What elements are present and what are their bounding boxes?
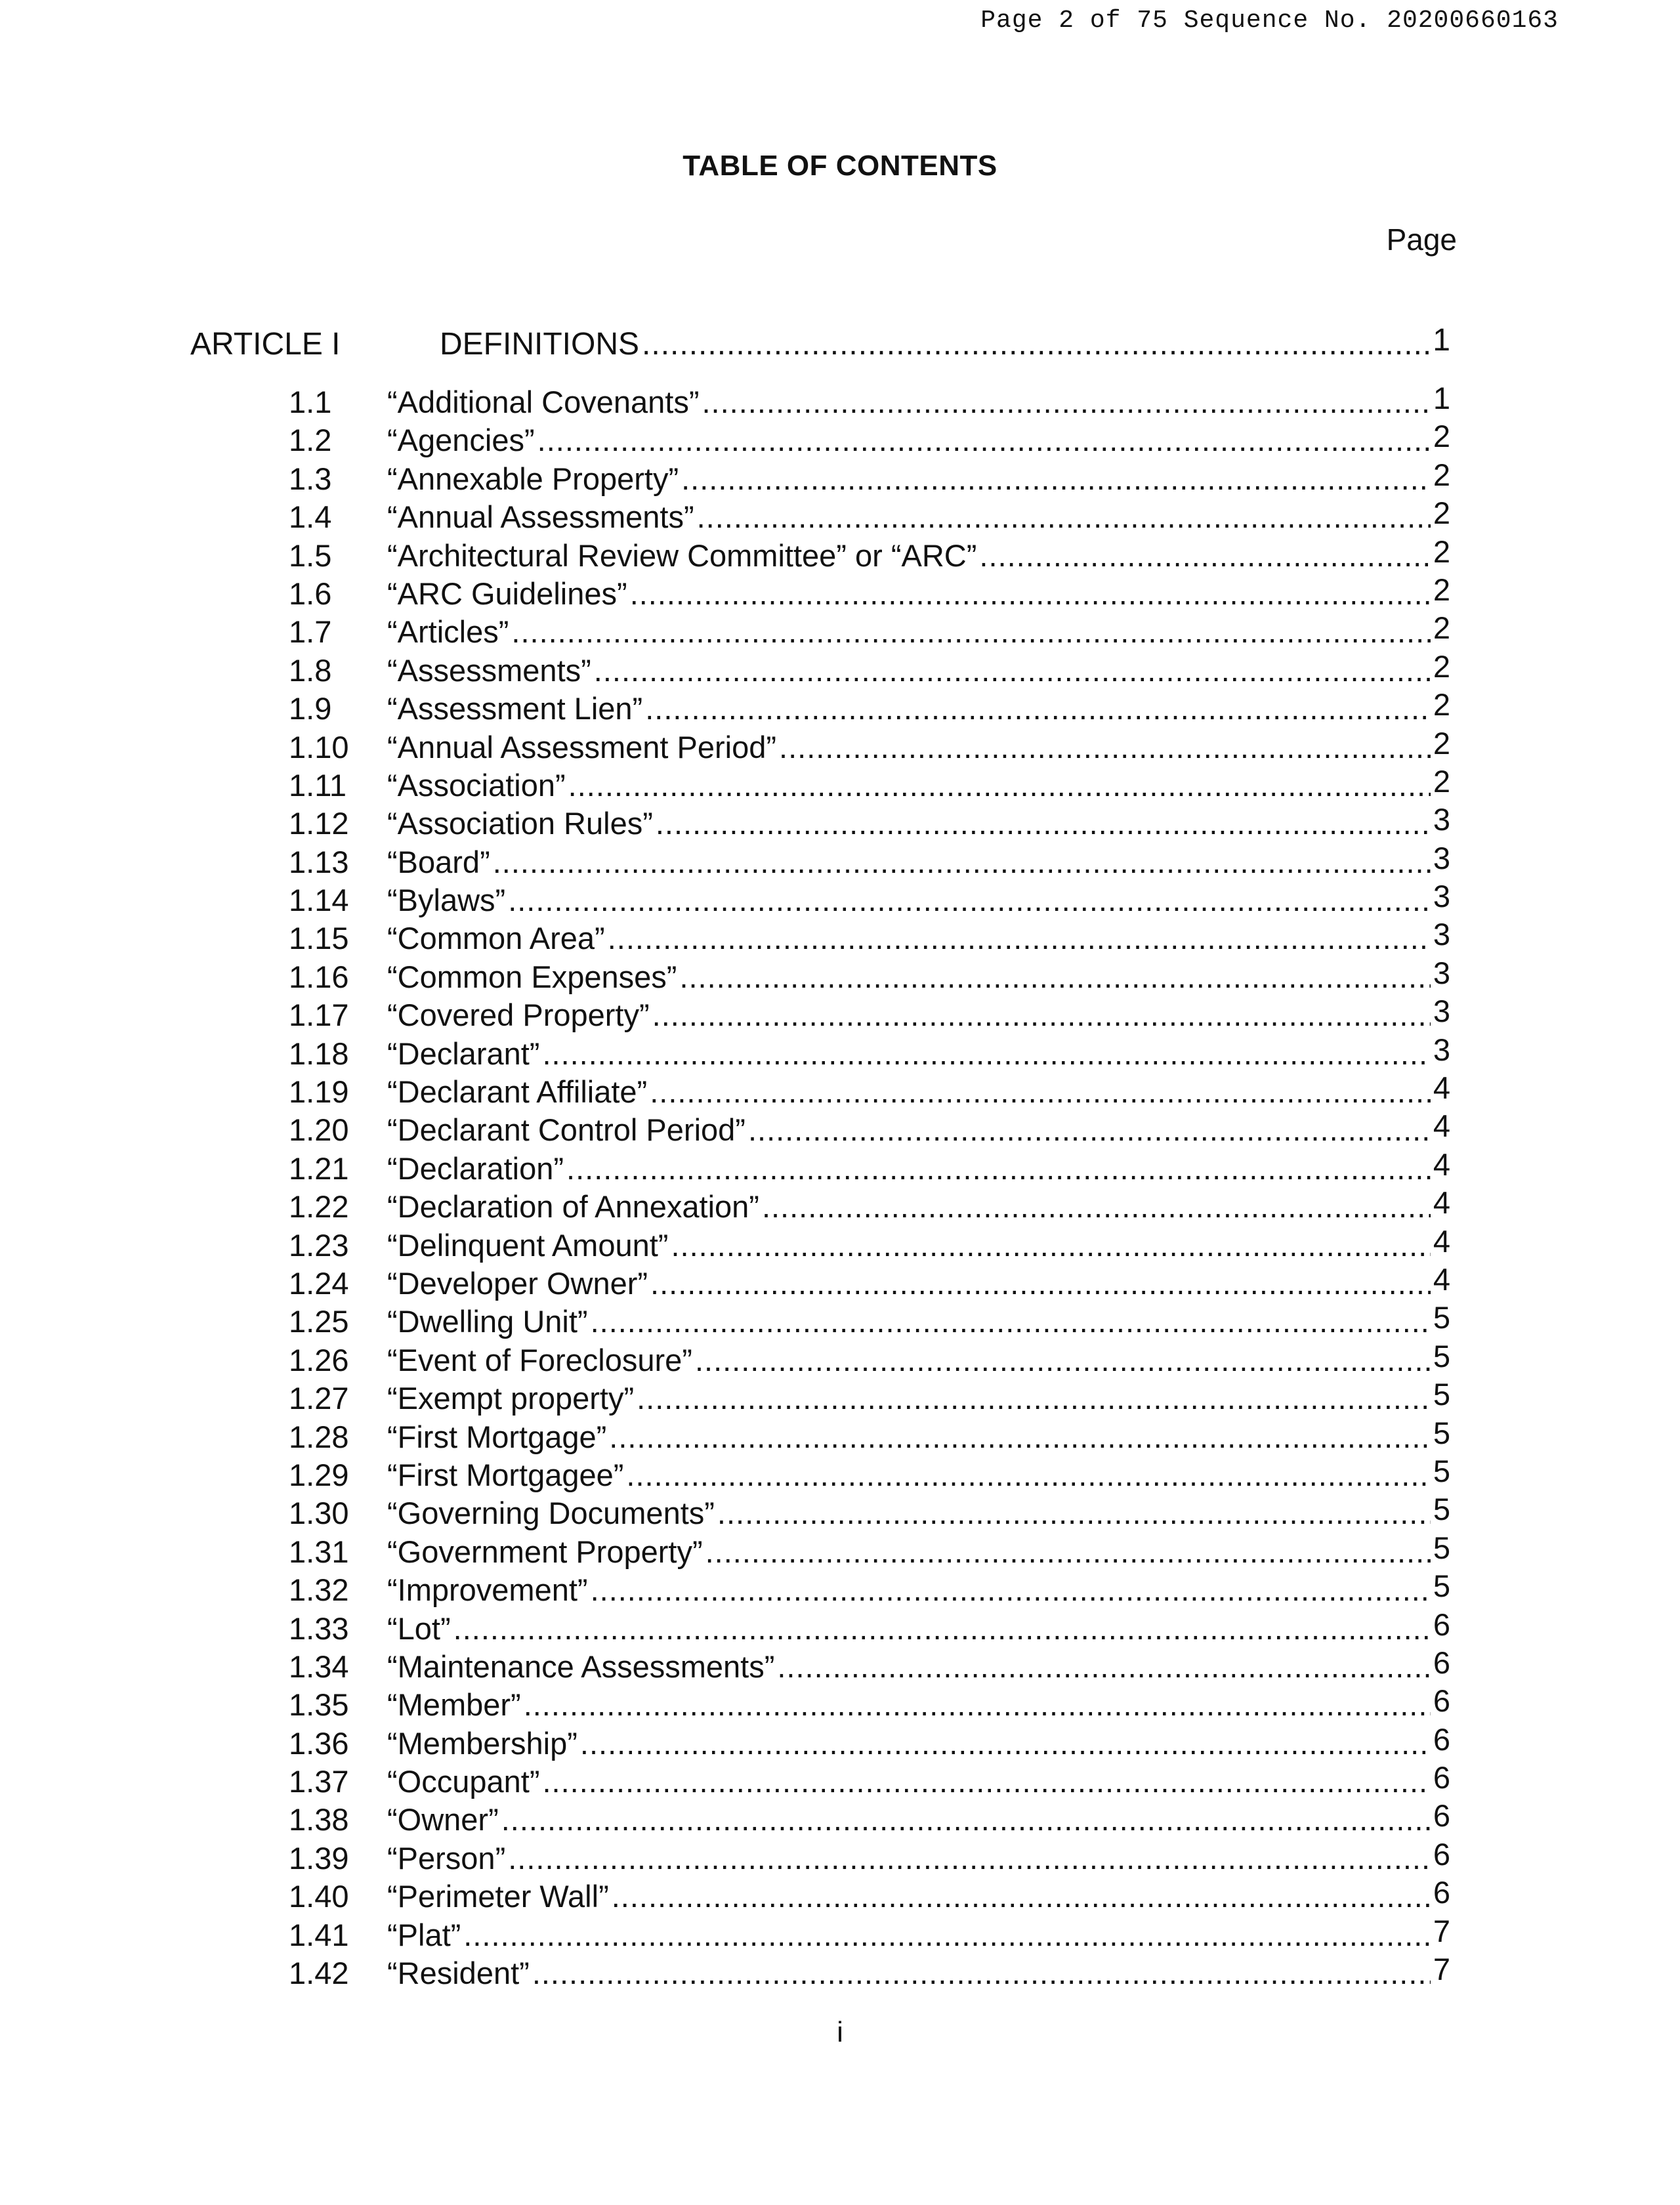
entry-page-number: 2 <box>1433 610 1450 646</box>
toc-entry <box>289 495 1450 537</box>
dot-leader <box>580 1725 1431 1761</box>
entry-number: 1.34 <box>289 1648 349 1684</box>
dot-leader <box>508 882 1431 918</box>
entry-page-number: 4 <box>1433 1108 1450 1144</box>
entry-term: “Owner” <box>387 1802 499 1838</box>
dot-leader <box>524 1687 1431 1723</box>
dot-leader <box>762 1188 1431 1225</box>
toc-entry <box>289 1070 1450 1112</box>
dot-leader <box>695 1342 1431 1378</box>
entry-page-number: 3 <box>1433 994 1450 1029</box>
entry-term: “Association” <box>387 767 566 803</box>
toc-entry <box>289 725 1450 767</box>
entry-number: 1.26 <box>289 1342 349 1377</box>
entry-term: “Exempt property” <box>387 1381 635 1416</box>
dot-leader <box>630 576 1431 612</box>
entry-term: “Developer Owner” <box>387 1265 648 1301</box>
dot-leader <box>594 652 1431 688</box>
entry-page-number: 1 <box>1433 381 1450 415</box>
dot-leader <box>537 422 1431 458</box>
entry-number: 1.7 <box>289 614 332 650</box>
entry-term: “Bylaws” <box>387 883 506 918</box>
entry-page-number: 5 <box>1433 1492 1450 1527</box>
entry-page-number: 3 <box>1433 1032 1450 1067</box>
entry-page-number: 2 <box>1433 495 1450 531</box>
entry-number: 1.9 <box>289 691 332 726</box>
entry-page-number: 3 <box>1433 879 1450 914</box>
entry-term: “Common Expenses” <box>387 959 677 994</box>
entry-number: 1.19 <box>289 1074 349 1110</box>
dot-leader <box>642 326 1430 362</box>
entry-page-number: 5 <box>1433 1338 1450 1374</box>
article-page-number: 1 <box>1433 323 1450 358</box>
entry-number: 1.23 <box>289 1227 349 1263</box>
entry-number: 1.37 <box>289 1764 349 1799</box>
entry-term: “Maintenance Assessments” <box>387 1648 775 1684</box>
entry-number: 1.21 <box>289 1150 349 1186</box>
dot-leader <box>508 1840 1431 1876</box>
entry-term: “Articles” <box>387 614 509 650</box>
entry-number: 1.28 <box>289 1419 349 1454</box>
toc-entry <box>289 1146 1450 1188</box>
entry-number: 1.15 <box>289 921 349 956</box>
toc-entry <box>289 1645 1450 1687</box>
toc-entry <box>289 1875 1450 1916</box>
entry-term: “Board” <box>387 844 490 879</box>
entry-number: 1.20 <box>289 1112 349 1148</box>
toc-entry <box>289 419 1450 460</box>
entry-number: 1.29 <box>289 1457 349 1492</box>
filing-stamp: Page 2 of 75 Sequence No. 20200660163 <box>980 7 1559 35</box>
dot-leader <box>681 461 1431 497</box>
entry-page-number: 6 <box>1433 1683 1450 1719</box>
dot-leader <box>777 1648 1430 1685</box>
entry-number: 1.31 <box>289 1534 349 1569</box>
dot-leader <box>671 1227 1430 1263</box>
entry-page-number: 4 <box>1433 1146 1450 1182</box>
dot-leader <box>697 499 1431 535</box>
toc-entry <box>289 381 1450 422</box>
entry-number: 1.12 <box>289 806 349 841</box>
dot-leader <box>705 1534 1431 1570</box>
toc-entry <box>289 1721 1450 1763</box>
entry-term: “Membership” <box>387 1725 578 1761</box>
toc-entry <box>289 994 1450 1035</box>
entry-page-number: 2 <box>1433 457 1450 492</box>
entry-page-number: 2 <box>1433 419 1450 454</box>
entry-term: “Resident” <box>387 1956 530 1991</box>
entry-term: “First Mortgagee” <box>387 1457 624 1492</box>
entry-page-number: 2 <box>1433 572 1450 607</box>
entry-term: “Event of Foreclosure” <box>387 1342 692 1377</box>
toc-entry <box>289 1261 1450 1303</box>
entry-page-number: 6 <box>1433 1836 1450 1872</box>
entry-number: 1.42 <box>289 1956 349 1991</box>
entry-term: “Annual Assessments” <box>387 499 694 535</box>
entry-number: 1.24 <box>289 1265 349 1301</box>
entry-page-number: 6 <box>1433 1798 1450 1834</box>
dot-leader <box>501 1801 1431 1838</box>
dot-leader <box>650 1265 1431 1301</box>
toc-entry <box>289 687 1450 728</box>
entry-number: 1.38 <box>289 1802 349 1838</box>
entry-page-number: 2 <box>1433 763 1450 799</box>
entry-term: “Government Property” <box>387 1534 703 1569</box>
entry-page-number: 3 <box>1433 955 1450 990</box>
dot-leader <box>645 690 1431 726</box>
entry-page-number: 5 <box>1433 1415 1450 1450</box>
toc-entry <box>289 1415 1450 1457</box>
toc-title: TABLE OF CONTENTS <box>682 150 998 182</box>
entry-term: “Person” <box>387 1840 506 1876</box>
dot-leader <box>779 729 1431 765</box>
dot-leader <box>511 614 1430 650</box>
dot-leader <box>702 384 1431 420</box>
page-column-label: Page <box>1386 222 1457 257</box>
toc-entry <box>289 1032 1450 1074</box>
dot-leader <box>612 1878 1431 1914</box>
entry-number: 1.25 <box>289 1304 349 1339</box>
entry-term: “Plat” <box>387 1917 461 1952</box>
page-footer-numeral: i <box>837 2016 843 2048</box>
entry-term: “Declaration” <box>387 1150 564 1186</box>
toc-entry <box>289 1568 1450 1610</box>
toc-entry <box>289 1108 1450 1150</box>
entry-term: “Occupant” <box>387 1764 540 1799</box>
entry-page-number: 4 <box>1433 1070 1450 1106</box>
entry-term: “Assessments” <box>387 652 591 688</box>
toc-entry <box>289 1952 1450 1993</box>
dot-leader <box>542 1763 1430 1799</box>
toc-entry <box>289 1530 1450 1572</box>
entry-number: 1.4 <box>289 499 332 535</box>
entry-page-number: 4 <box>1433 1223 1450 1259</box>
entry-page-number: 6 <box>1433 1721 1450 1757</box>
toc-entry <box>289 1453 1450 1495</box>
entry-number: 1.39 <box>289 1840 349 1876</box>
toc-entry <box>289 1377 1450 1418</box>
entry-number: 1.8 <box>289 652 332 688</box>
dot-leader <box>532 1955 1431 1991</box>
entry-page-number: 3 <box>1433 802 1450 837</box>
dot-leader <box>650 1074 1431 1110</box>
toc-entry <box>289 1492 1450 1533</box>
entry-page-number: 2 <box>1433 534 1450 569</box>
dot-leader <box>591 1303 1431 1339</box>
dot-leader <box>679 959 1430 995</box>
entry-page-number: 3 <box>1433 917 1450 952</box>
entry-term: “Declarant Control Period” <box>387 1112 746 1148</box>
entry-number: 1.40 <box>289 1879 349 1914</box>
dot-leader <box>656 805 1431 841</box>
toc-entry <box>289 840 1450 882</box>
toc-article-row <box>190 323 1450 366</box>
entry-number: 1.22 <box>289 1189 349 1225</box>
entry-number: 1.16 <box>289 959 349 994</box>
entry-term: “Assessment Lien” <box>387 691 643 726</box>
toc-entry <box>289 572 1450 614</box>
entry-page-number: 3 <box>1433 840 1450 875</box>
entry-term: “First Mortgage” <box>387 1419 607 1454</box>
dot-leader <box>717 1495 1431 1531</box>
dot-leader <box>609 1419 1431 1455</box>
entry-number: 1.18 <box>289 1036 349 1071</box>
toc-entry <box>289 955 1450 997</box>
dot-leader <box>568 767 1431 803</box>
entry-page-number: 5 <box>1433 1453 1450 1488</box>
entry-page-number: 2 <box>1433 648 1450 684</box>
entry-number: 1.33 <box>289 1610 349 1646</box>
entry-term: “Common Area” <box>387 921 605 956</box>
toc-entry <box>289 802 1450 843</box>
entry-term: “Declarant Affiliate” <box>387 1074 648 1110</box>
entry-number: 1.13 <box>289 844 349 879</box>
entry-term: “Lot” <box>387 1610 451 1646</box>
entry-number: 1.41 <box>289 1917 349 1952</box>
toc-entry <box>289 1683 1450 1725</box>
entry-page-number: 6 <box>1433 1645 1450 1680</box>
dot-leader <box>626 1457 1430 1493</box>
entry-page-number: 5 <box>1433 1377 1450 1412</box>
dot-leader <box>566 1150 1431 1186</box>
toc-entry <box>289 1185 1450 1227</box>
entry-term: “Architectural Review Committee” or “ARC” <box>387 537 977 573</box>
entry-term: “Annual Assessment Period” <box>387 729 777 765</box>
entry-term: “Covered Property” <box>387 998 650 1033</box>
entry-term: “Declarant” <box>387 1036 540 1071</box>
entry-number: 1.10 <box>289 729 349 765</box>
dot-leader <box>463 1917 1431 1953</box>
entry-term: “Declaration of Annexation” <box>387 1189 759 1225</box>
entry-number: 1.6 <box>289 576 332 611</box>
toc-entry <box>289 1300 1450 1341</box>
toc-entry <box>289 1223 1450 1265</box>
toc-entry <box>289 1338 1450 1380</box>
entry-page-number: 4 <box>1433 1185 1450 1221</box>
entry-term: “ARC Guidelines” <box>387 576 627 611</box>
toc-entry <box>289 763 1450 805</box>
entry-number: 1.32 <box>289 1572 349 1608</box>
entry-page-number: 2 <box>1433 725 1450 761</box>
entry-number: 1.27 <box>289 1381 349 1416</box>
dot-leader <box>542 1036 1430 1072</box>
toc-entry <box>289 1836 1450 1878</box>
entry-number: 1.14 <box>289 883 349 918</box>
toc-entries-list <box>289 381 1450 1993</box>
dot-leader <box>637 1380 1431 1416</box>
toc-entry <box>289 648 1450 690</box>
entry-number: 1.1 <box>289 385 332 419</box>
toc-entry <box>289 1798 1450 1839</box>
entry-page-number: 5 <box>1433 1530 1450 1565</box>
entry-term: “Perimeter Wall” <box>387 1879 609 1914</box>
entry-page-number: 7 <box>1433 1952 1450 1987</box>
entry-number: 1.2 <box>289 423 332 458</box>
dot-leader <box>591 1572 1431 1608</box>
dot-leader <box>748 1112 1431 1148</box>
dot-leader <box>979 537 1430 574</box>
toc-entry <box>289 879 1450 920</box>
entry-number: 1.36 <box>289 1725 349 1761</box>
toc-entry <box>289 610 1450 652</box>
entry-term: “Dwelling Unit” <box>387 1304 588 1339</box>
entry-page-number: 2 <box>1433 687 1450 723</box>
entry-number: 1.30 <box>289 1496 349 1531</box>
entry-term: “Agencies” <box>387 423 535 458</box>
entry-term: “Annexable Property” <box>387 461 679 496</box>
dot-leader <box>453 1610 1431 1647</box>
entry-term: “Association Rules” <box>387 806 653 841</box>
entry-term: “Governing Documents” <box>387 1496 715 1531</box>
dot-leader <box>652 997 1431 1033</box>
toc-entry <box>289 1913 1450 1955</box>
entry-term: “Delinquent Amount” <box>387 1227 669 1263</box>
entry-number: 1.5 <box>289 537 332 573</box>
entry-page-number: 6 <box>1433 1606 1450 1642</box>
toc-entry <box>289 917 1450 958</box>
entry-page-number: 5 <box>1433 1568 1450 1604</box>
article-number: ARTICLE I <box>190 327 341 362</box>
entry-page-number: 5 <box>1433 1300 1450 1335</box>
entry-page-number: 4 <box>1433 1261 1450 1297</box>
entry-term: “Member” <box>387 1687 521 1723</box>
entry-number: 1.11 <box>289 767 346 803</box>
dot-leader <box>608 920 1431 956</box>
entry-number: 1.3 <box>289 461 332 496</box>
toc-entry <box>289 457 1450 499</box>
entry-page-number: 7 <box>1433 1913 1450 1948</box>
entry-number: 1.35 <box>289 1687 349 1723</box>
toc-entry <box>289 1606 1450 1648</box>
article-title: DEFINITIONS <box>440 327 640 362</box>
entry-term: “Improvement” <box>387 1572 588 1608</box>
entry-page-number: 6 <box>1433 1875 1450 1910</box>
entry-number: 1.17 <box>289 998 349 1033</box>
entry-term: “Additional Covenants” <box>387 385 700 419</box>
toc-entry <box>289 1760 1450 1801</box>
dot-leader <box>493 844 1431 880</box>
entry-page-number: 6 <box>1433 1760 1450 1796</box>
toc-entry <box>289 534 1450 576</box>
